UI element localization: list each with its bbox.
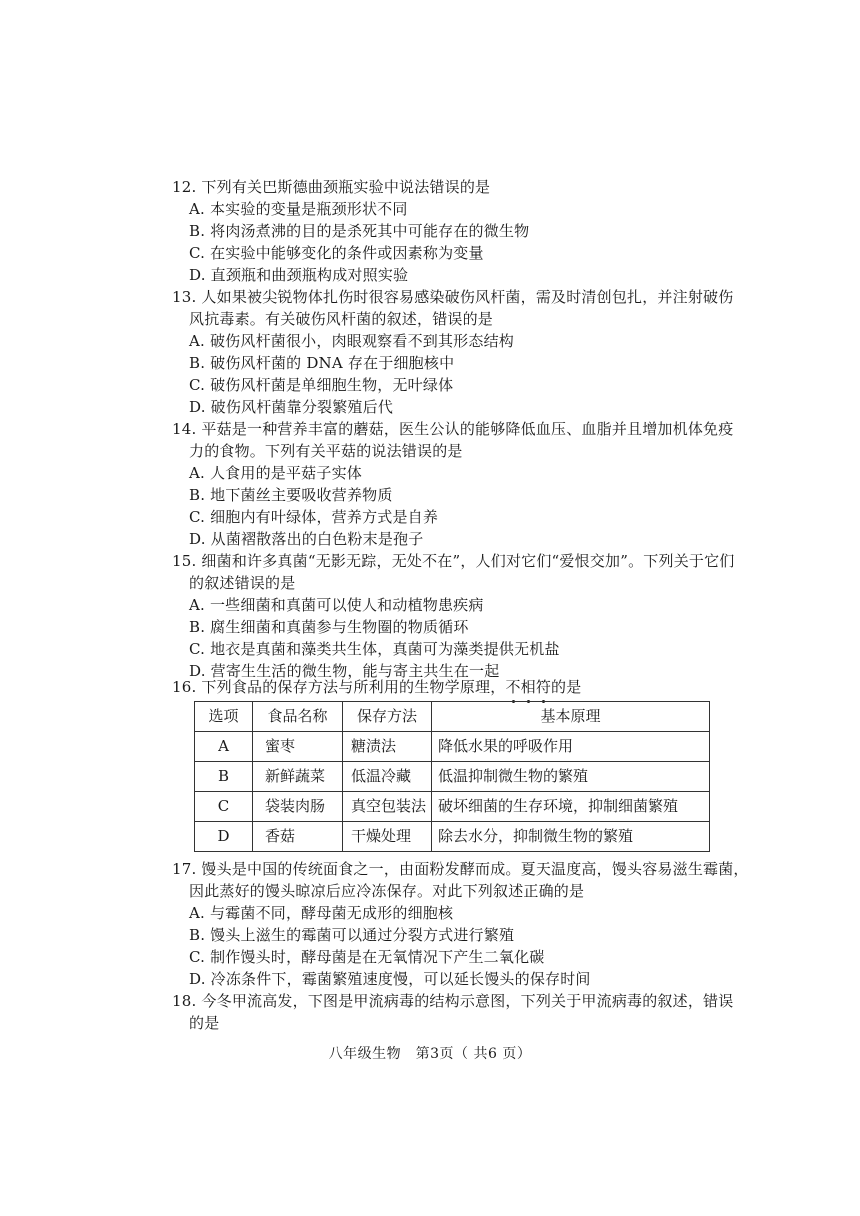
table-cell: 低温抑制微生物的繁殖 [432, 762, 710, 792]
question-stem-cont: 的是 [189, 1014, 220, 1032]
table-cell: C [195, 792, 253, 822]
option-d: D. 直颈瓶和曲颈瓶构成对照实验 [189, 266, 409, 284]
header-principle: 基本原理 [432, 702, 710, 732]
option-b: B. 地下菌丝主要吸收营养物质 [189, 486, 393, 504]
question-stem: 14. 平菇是一种营养丰富的蘑菇，医生公认的能够降低血压、血脂并且增加机体免疫 [172, 420, 734, 438]
option-c: C. 制作馒头时，酵母菌是在无氧情况下产生二氧化碳 [189, 948, 545, 966]
question-14 [172, 418, 734, 550]
question-stem: 17. 馒头是中国的传统面食之一，由面粉发酵而成。夏天温度高，馒头容易滋生霉菌， [172, 860, 749, 878]
header-food: 食品名称 [253, 702, 343, 732]
table-row [195, 732, 710, 762]
option-c: C. 破伤风杆菌是单细胞生物，无叶绿体 [189, 376, 454, 394]
stem-suffix: 的是 [551, 678, 582, 696]
option-a: A. 本实验的变量是瓶颈形状不同 [189, 200, 408, 218]
table-cell: D [195, 822, 253, 852]
question-12 [172, 176, 720, 286]
preservation-table [194, 701, 710, 852]
emphasis-char: 符 [535, 678, 552, 696]
question-stem: 13. 人如果被尖锐物体扎伤时很容易感染破伤风杆菌，需及时清创包扎，并注射破伤 [172, 288, 734, 306]
table-row [195, 792, 710, 822]
question-stem-cont: 风抗毒素。有关破伤风杆菌的叙述，错误的是 [189, 310, 494, 328]
table-cell: 糖渍法 [343, 732, 432, 762]
header-method: 保存方法 [343, 702, 432, 732]
option-c: C. 在实验中能够变化的条件或因素称为变量 [189, 244, 484, 262]
option-b: B. 馒头上滋生的霉菌可以通过分裂方式进行繁殖 [189, 926, 515, 944]
option-b: B. 破伤风杆菌的 DNA 存在于细胞核中 [189, 354, 455, 372]
table-header-row [195, 702, 710, 732]
table-cell: 干燥处理 [343, 822, 432, 852]
question-stem-cont: 的叙述错误的是 [189, 574, 296, 592]
table-cell: 破坏细菌的生存环境，抑制细菌繁殖 [432, 792, 710, 822]
question-stem: 18. 今冬甲流高发，下图是甲流病毒的结构示意图，下列关于甲流病毒的叙述，错误 [172, 992, 734, 1010]
option-d: D. 破伤风杆菌靠分裂繁殖后代 [189, 398, 394, 416]
option-c: C. 地衣是真菌和藻类共生体，真菌可为藻类提供无机盐 [189, 640, 560, 658]
emphasis-char: 相 [520, 678, 536, 696]
option-a: A. 破伤风杆菌很小，肉眼观察看不到其形态结构 [189, 332, 514, 350]
table-cell: 除去水分，抑制微生物的繁殖 [432, 822, 710, 852]
question-15 [172, 550, 735, 682]
question-stem: 12. 下列有关巴斯德曲颈瓶实验中说法错误的是 [172, 178, 491, 196]
option-a: A. 人食用的是平菇子实体 [189, 464, 362, 482]
table-cell: 蜜枣 [253, 732, 343, 762]
table-cell: 低温冷藏 [343, 762, 432, 792]
option-d: D. 营寄生生活的微生物，能与寄主共生在一起 [189, 662, 500, 680]
question-stem [172, 676, 720, 698]
table-cell: A [195, 732, 253, 762]
table-cell: B [195, 762, 253, 792]
question-stem-cont: 因此蒸好的馒头晾凉后应冷冻保存。对此下列叙述正确的是 [189, 882, 585, 900]
option-c: C. 细胞内有叶绿体，营养方式是自养 [189, 508, 439, 526]
header-option: 选项 [195, 702, 253, 732]
question-13 [172, 286, 734, 418]
table-cell: 真空包装法 [343, 792, 432, 822]
option-d: D. 从菌褶散落出的白色粉末是孢子 [189, 530, 424, 548]
table-cell: 降低水果的呼吸作用 [432, 732, 710, 762]
option-a: A. 与霉菌不同，酵母菌无成形的细胞核 [189, 904, 454, 922]
question-17 [172, 858, 749, 990]
question-16 [172, 676, 720, 698]
question-stem: 15. 细菌和许多真菌“无影无踪，无处不在”，人们对它们“爱恨交加”。下列关于它们 [172, 552, 735, 570]
option-d: D. 冷冻条件下，霉菌繁殖速度慢，可以延长馒头的保存时间 [189, 970, 591, 988]
option-a: A. 一些细菌和真菌可以使人和动植物患疾病 [189, 596, 484, 614]
question-18 [172, 990, 734, 1034]
page-footer: 八年级生物 第3页（ 共6 页） [328, 1046, 532, 1062]
stem-prefix: 16. 下列食品的保存方法与所利用的生物学原理， [172, 678, 506, 696]
table-cell: 新鲜蔬菜 [253, 762, 343, 792]
question-stem-cont: 力的食物。下列有关平菇的说法错误的是 [189, 442, 463, 460]
table-cell: 香菇 [253, 822, 343, 852]
table-cell: 袋装肉肠 [253, 792, 343, 822]
emphasis-char: 不 [505, 678, 521, 696]
option-b: B. 将肉汤煮沸的目的是杀死其中可能存在的微生物 [189, 222, 530, 240]
option-b: B. 腐生细菌和真菌参与生物圈的物质循环 [189, 618, 469, 636]
table-row [195, 822, 710, 852]
table-row [195, 762, 710, 792]
